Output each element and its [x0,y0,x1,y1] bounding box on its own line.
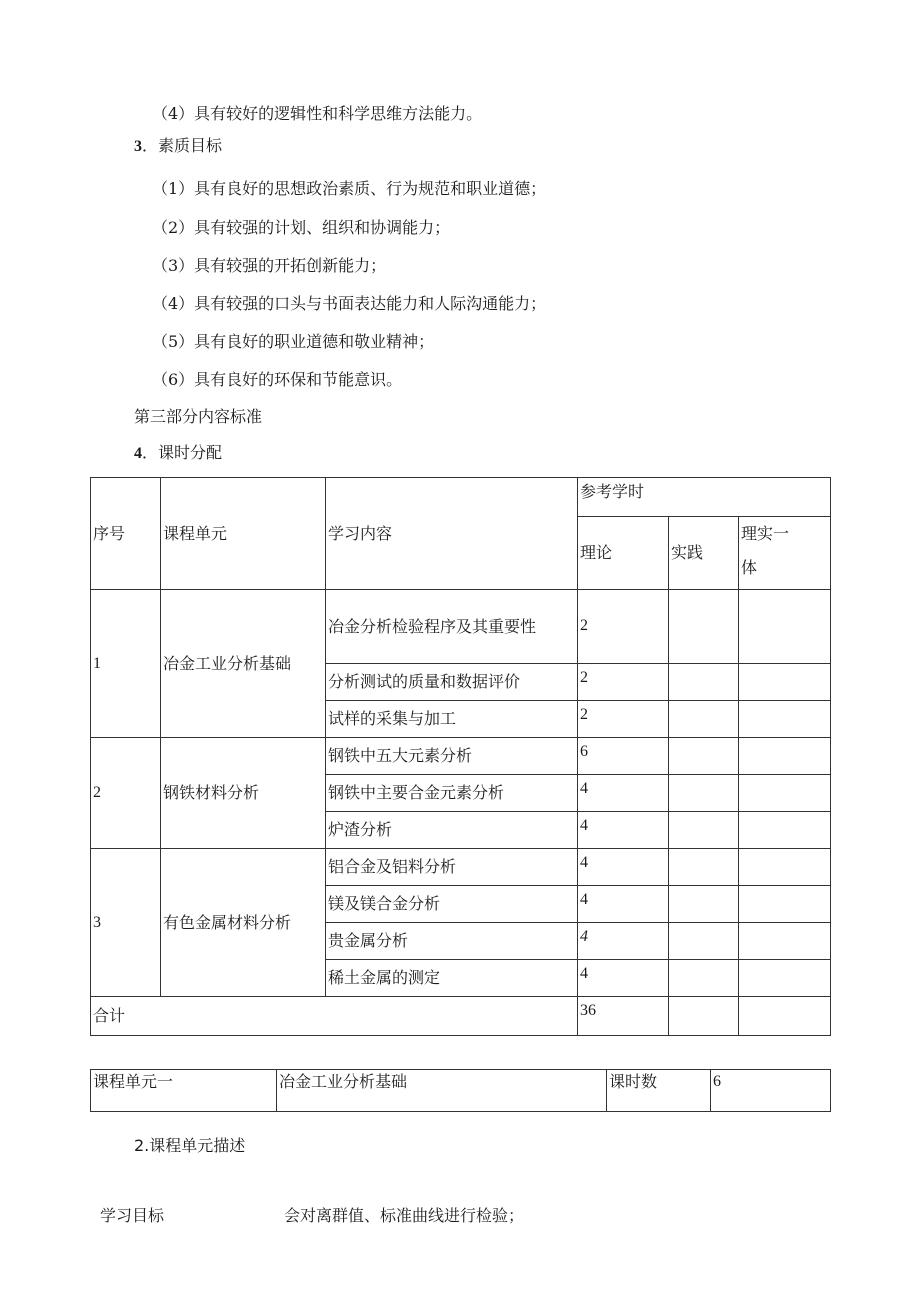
total-label: 合计 [91,997,578,1036]
unit-name: 冶金工业分析基础 [277,1070,607,1112]
list-item: （5）具有良好的职业道德和敬业精神； [152,332,435,351]
header-integrated-line1: 理实一 [741,524,790,543]
integrated-cell [739,960,831,997]
list-item: （2）具有较强的计划、组织和协调能力； [152,218,451,237]
list-item: （4）具有较强的口头与书面表达能力和人际沟通能力； [152,294,547,313]
integrated-cell [739,886,831,923]
unit-label: 课程单元一 [91,1070,277,1112]
total-row [91,997,831,1036]
learning-goal-text: 会对离群值、标准曲线进行检验； [284,1206,525,1225]
list-item: （6）具有良好的环保和节能意识。 [152,370,403,389]
theory-cell: 4 [578,775,669,812]
total-theory: 36 [578,997,669,1036]
content-cell: 分析测试的质量和数据评价 [326,664,578,701]
section-heading [134,443,222,464]
group-seq: 3 [91,849,161,997]
integrated-cell [739,923,831,960]
content-cell: 冶金分析检验程序及其重要性 [326,590,578,664]
theory-cell: 2 [578,590,669,664]
content-cell: 稀土金属的测定 [326,960,578,997]
group-unit: 有色金属材料分析 [161,849,326,997]
theory-cell: 4 [578,923,669,960]
hours-allocation-table [90,477,831,1036]
header-theory: 理论 [578,517,669,590]
content-cell: 钢铁中五大元素分析 [326,738,578,775]
content-cell: 炉渣分析 [326,812,578,849]
theory-cell: 2 [578,701,669,738]
theory-cell: 2 [578,664,669,701]
integrated-cell [739,738,831,775]
header-integrated-line2: 体 [741,558,758,577]
theory-cell: 4 [578,812,669,849]
hours-label: 课时数 [607,1070,711,1112]
list-item: （1）具有良好的思想政治素质、行为规范和职业道德； [152,179,547,198]
practice-cell [669,960,739,997]
content-cell: 铝合金及铝料分析 [326,849,578,886]
integrated-cell [739,664,831,701]
theory-cell: 4 [578,849,669,886]
learning-goal-label: 学习目标 [100,1206,165,1225]
practice-cell [669,812,739,849]
integrated-cell [739,701,831,738]
header-ref-hours: 参考学时 [578,478,831,517]
practice-cell [669,886,739,923]
content-cell: 镁及镁合金分析 [326,886,578,923]
table-row [91,738,831,775]
integrated-cell [739,775,831,812]
header-unit: 课程单元 [161,478,326,590]
theory-cell: 4 [578,960,669,997]
section-title: ．素质目标 [142,136,223,155]
header-practice: 实践 [669,517,739,590]
content-cell: 贵金属分析 [326,923,578,960]
section-title: ．课时分配 [142,443,223,462]
header-content: 学习内容 [326,478,578,590]
section-number: 4 [134,445,142,462]
practice-cell [669,849,739,886]
section-heading [134,136,222,157]
list-item: （3）具有较强的开拓创新能力； [152,256,387,275]
practice-cell [669,738,739,775]
practice-cell [669,664,739,701]
content-cell: 钢铁中主要合金元素分析 [326,775,578,812]
table-row [91,849,831,886]
practice-cell [669,590,739,664]
integrated-cell [739,812,831,849]
practice-cell [669,923,739,960]
group-unit: 冶金工业分析基础 [161,590,326,738]
hours-value: 6 [711,1070,831,1112]
content-cell: 试样的采集与加工 [326,701,578,738]
practice-cell [669,775,739,812]
integrated-cell [739,590,831,664]
integrated-cell [739,849,831,886]
table-row [91,590,831,664]
practice-cell [669,997,739,1036]
theory-cell: 6 [578,738,669,775]
header-integrated [739,517,831,590]
header-seq: 序号 [91,478,161,590]
group-unit: 钢铁材料分析 [161,738,326,849]
integrated-cell [739,997,831,1036]
group-seq: 1 [91,590,161,738]
section-number: 3 [134,138,142,155]
practice-cell [669,701,739,738]
group-seq: 2 [91,738,161,849]
section-heading: 2.课程单元描述 [134,1136,246,1155]
list-item: （4）具有较好的逻辑性和科学思维方法能力。 [152,104,483,123]
part-title: 第三部分内容标准 [134,407,263,426]
course-unit-table [90,1069,831,1112]
theory-cell: 4 [578,886,669,923]
